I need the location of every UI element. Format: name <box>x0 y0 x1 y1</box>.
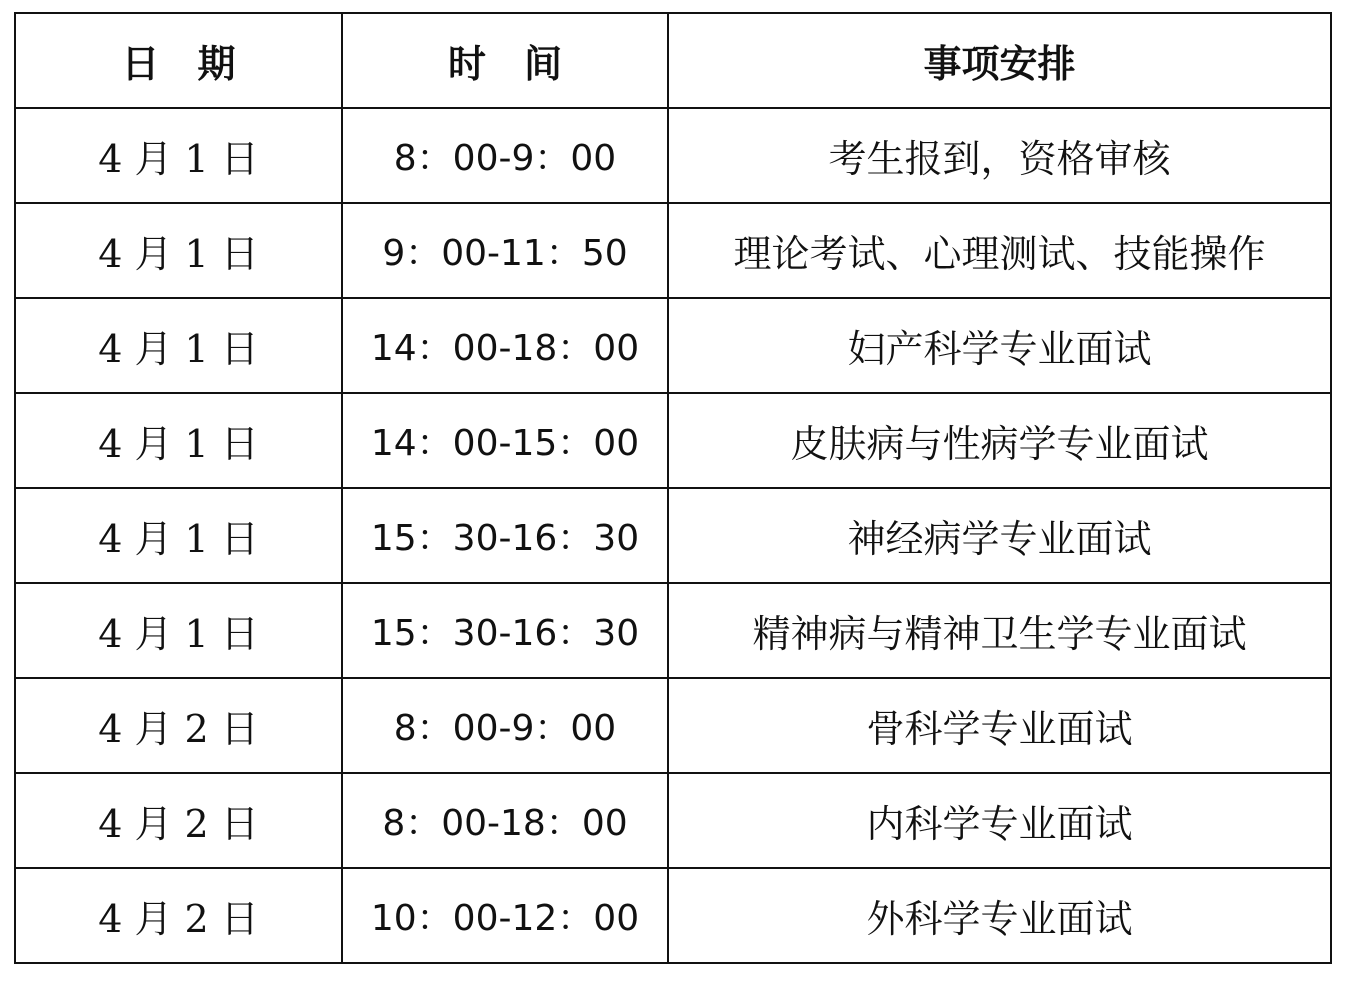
item-cell: 理论考试、心理测试、技能操作 <box>668 203 1331 298</box>
item-cell: 精神病与精神卫生学专业面试 <box>668 583 1331 678</box>
table-header <box>15 13 1331 108</box>
date-cell: 4 月 2 日 <box>15 868 342 963</box>
time-cell: 10：00-12：00 <box>342 868 668 963</box>
time-cell: 8：00-18：00 <box>342 773 668 868</box>
item-cell: 神经病学专业面试 <box>668 488 1331 583</box>
table-row <box>15 488 1331 583</box>
table-row <box>15 298 1331 393</box>
header-date: 日 期 <box>15 13 342 108</box>
table-row <box>15 678 1331 773</box>
table-row <box>15 393 1331 488</box>
header-time: 时 间 <box>342 13 668 108</box>
header-item: 事项安排 <box>668 13 1331 108</box>
time-cell: 8：00-9：00 <box>342 108 668 203</box>
time-cell: 15：30-16：30 <box>342 488 668 583</box>
date-cell: 4 月 1 日 <box>15 488 342 583</box>
table-row <box>15 108 1331 203</box>
item-cell: 内科学专业面试 <box>668 773 1331 868</box>
header-row <box>15 13 1331 108</box>
table-body <box>15 108 1331 963</box>
date-cell: 4 月 1 日 <box>15 393 342 488</box>
time-cell: 9：00-11：50 <box>342 203 668 298</box>
date-cell: 4 月 1 日 <box>15 108 342 203</box>
date-cell: 4 月 1 日 <box>15 203 342 298</box>
date-cell: 4 月 2 日 <box>15 773 342 868</box>
item-cell: 外科学专业面试 <box>668 868 1331 963</box>
item-cell: 皮肤病与性病学专业面试 <box>668 393 1331 488</box>
time-cell: 8：00-9：00 <box>342 678 668 773</box>
table-row <box>15 203 1331 298</box>
item-cell: 妇产科学专业面试 <box>668 298 1331 393</box>
date-cell: 4 月 1 日 <box>15 583 342 678</box>
schedule-table <box>14 12 1332 964</box>
time-cell: 15：30-16：30 <box>342 583 668 678</box>
table-row <box>15 868 1331 963</box>
time-cell: 14：00-15：00 <box>342 393 668 488</box>
date-cell: 4 月 2 日 <box>15 678 342 773</box>
item-cell: 骨科学专业面试 <box>668 678 1331 773</box>
item-cell: 考生报到，资格审核 <box>668 108 1331 203</box>
table-row <box>15 583 1331 678</box>
table-row <box>15 773 1331 868</box>
time-cell: 14：00-18：00 <box>342 298 668 393</box>
date-cell: 4 月 1 日 <box>15 298 342 393</box>
